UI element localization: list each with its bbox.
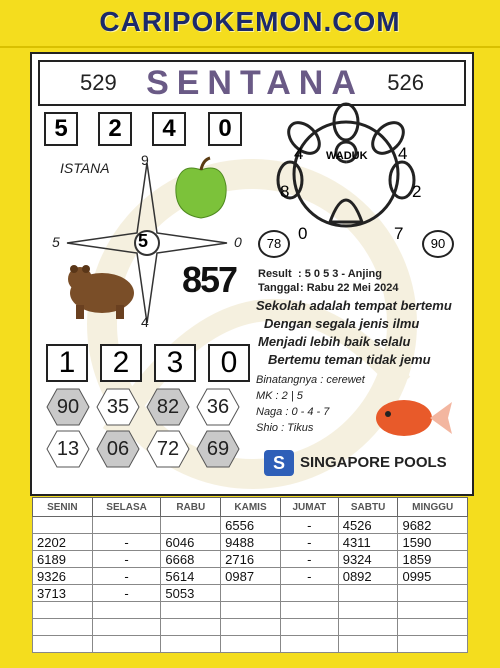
singapore-pools-logo — [264, 450, 464, 476]
table-cell — [338, 602, 398, 619]
table-cell — [33, 602, 93, 619]
table-row — [33, 534, 468, 551]
table-row — [33, 551, 468, 568]
table-cell — [398, 619, 468, 636]
table-cell — [33, 636, 93, 653]
hex-4: 36 — [196, 388, 240, 426]
hex-5: 13 — [46, 430, 90, 468]
top-box-1: 5 — [44, 112, 78, 146]
table-cell: 1590 — [398, 534, 468, 551]
table-cell — [161, 619, 221, 636]
waduk-right-circle: 90 — [422, 230, 454, 258]
table-cell: - — [92, 568, 161, 585]
table-cell — [398, 636, 468, 653]
table-cell — [221, 619, 281, 636]
table-row — [33, 517, 468, 534]
title-left-number: 529 — [80, 70, 117, 95]
hex-6: 06 — [96, 430, 140, 468]
motto-line-4: Bertemu teman tidak jemu — [268, 352, 431, 367]
motto-line-1: Sekolah adalah tempat bertemu — [256, 298, 452, 313]
compass-w: 5 — [52, 234, 60, 250]
table-cell: - — [92, 551, 161, 568]
page-title: SENTANA — [146, 64, 364, 102]
history-table — [32, 497, 468, 653]
table-cell: 6668 — [161, 551, 221, 568]
table-cell — [161, 517, 221, 534]
detail-shio: Shio : Tikus — [256, 422, 314, 434]
compass-center: 5 — [138, 231, 149, 251]
hex-1: 90 — [46, 388, 90, 426]
table-row — [33, 602, 468, 619]
top-box-2: 2 — [98, 112, 132, 146]
table-cell — [221, 602, 281, 619]
waduk-label: WADUK — [326, 150, 368, 162]
bear-icon — [62, 259, 142, 321]
col-selasa: SELASA — [92, 498, 161, 517]
table-cell — [398, 602, 468, 619]
prediction-panel — [30, 52, 474, 496]
table-cell: - — [280, 517, 338, 534]
table-cell — [338, 636, 398, 653]
compass-e: 0 — [234, 234, 242, 250]
table-cell: - — [280, 568, 338, 585]
table-cell: 9326 — [33, 568, 93, 585]
detail-mk: MK : 2 | 5 — [256, 390, 303, 402]
table-cell: 0987 — [221, 568, 281, 585]
table-cell: 2202 — [33, 534, 93, 551]
detail-naga: Naga : 0 - 4 - 7 — [256, 406, 330, 418]
hex-2: 35 — [96, 388, 140, 426]
table-cell: 9324 — [338, 551, 398, 568]
date-label: Tanggal — [258, 282, 300, 294]
table-cell — [338, 585, 398, 602]
table-cell: 5614 — [161, 568, 221, 585]
table-cell: 5053 — [161, 585, 221, 602]
table-cell — [92, 517, 161, 534]
table-cell — [33, 517, 93, 534]
waduk-petal-4: 2 — [412, 182, 422, 201]
compass-s: 4 — [141, 314, 149, 330]
table-cell: 4526 — [338, 517, 398, 534]
big-box-4: 0 — [208, 344, 250, 382]
table-cell — [161, 636, 221, 653]
table-cell: 6046 — [161, 534, 221, 551]
big-box-1: 1 — [46, 344, 88, 382]
apple-icon — [170, 156, 232, 222]
table-cell: 0892 — [338, 568, 398, 585]
table-cell: 4311 — [338, 534, 398, 551]
table-cell: 2716 — [221, 551, 281, 568]
hex-7: 72 — [146, 430, 190, 468]
table-cell — [338, 619, 398, 636]
table-cell — [398, 585, 468, 602]
top-box-4: 0 — [208, 112, 242, 146]
col-kamis: KAMIS — [221, 498, 281, 517]
table-cell — [92, 619, 161, 636]
col-rabu: RABU — [161, 498, 221, 517]
detail-animal: Binatangnya : cerewet — [256, 374, 365, 386]
table-row — [33, 619, 468, 636]
table-cell — [92, 636, 161, 653]
pools-s-icon: S — [264, 450, 294, 476]
table-cell: - — [92, 585, 161, 602]
col-sabtu: SABTU — [338, 498, 398, 517]
table-cell — [33, 619, 93, 636]
motto-line-2: Dengan segala jenis ilmu — [264, 316, 420, 331]
table-cell — [280, 585, 338, 602]
table-cell — [221, 585, 281, 602]
scribble-digits: 8 5 7 — [182, 259, 233, 300]
table-cell — [92, 602, 161, 619]
table-row — [33, 568, 468, 585]
table-cell — [280, 602, 338, 619]
table-cell: 6189 — [33, 551, 93, 568]
col-minggu: MINGGU — [398, 498, 468, 517]
waduk-petal-6: 7 — [394, 224, 404, 243]
waduk-petal-5: 0 — [298, 224, 308, 243]
table-header-row — [33, 498, 468, 517]
compass-label: ISTANA — [60, 160, 110, 176]
table-cell — [280, 636, 338, 653]
table-cell: - — [280, 534, 338, 551]
big-box-3: 3 — [154, 344, 196, 382]
big-box-2: 2 — [100, 344, 142, 382]
waduk-petal-2: 4 — [398, 144, 408, 163]
col-senin: SENIN — [33, 498, 93, 517]
date-value: : Rabu 22 Mei 2024 — [300, 282, 399, 294]
table-cell: 1859 — [398, 551, 468, 568]
hex-8: 69 — [196, 430, 240, 468]
title-bar — [38, 60, 466, 106]
table-cell: 6556 — [221, 517, 281, 534]
table-cell: 9488 — [221, 534, 281, 551]
goldfish-icon — [362, 386, 454, 448]
waduk-petal-3: 8 — [280, 182, 290, 201]
table-cell: - — [92, 534, 161, 551]
motto-line-3: Menjadi lebih baik selalu — [258, 334, 411, 349]
table-cell: 0995 — [398, 568, 468, 585]
table-cell: 9682 — [398, 517, 468, 534]
pools-label: SINGAPORE POOLS — [300, 454, 447, 471]
title-right-number: 526 — [387, 70, 424, 95]
site-header — [0, 0, 500, 48]
table-cell: 3713 — [33, 585, 93, 602]
result-value: : 5 0 5 3 - Anjing — [298, 268, 382, 280]
waduk-left-circle: 78 — [258, 230, 290, 258]
site-title[interactable]: CARIPOKEMON.COM — [99, 6, 401, 37]
top-box-3: 4 — [152, 112, 186, 146]
table-row — [33, 585, 468, 602]
table-cell — [221, 636, 281, 653]
hex-3: 82 — [146, 388, 190, 426]
result-label: Result — [258, 268, 292, 280]
table-cell — [161, 602, 221, 619]
col-jumat: JUMAT — [280, 498, 338, 517]
table-cell — [280, 619, 338, 636]
waduk-petal-1: 4 — [294, 144, 304, 163]
compass-n: 9 — [141, 152, 149, 168]
table-cell: - — [280, 551, 338, 568]
table-row — [33, 636, 468, 653]
